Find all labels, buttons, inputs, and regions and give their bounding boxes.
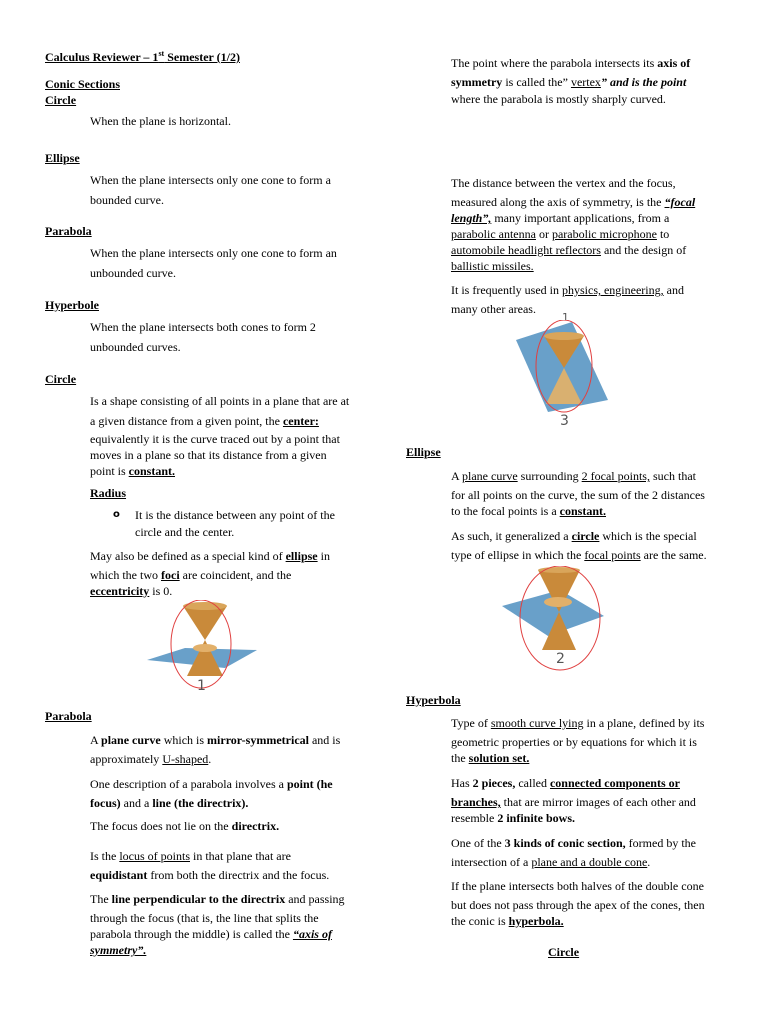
text-run: May also be defined as a special kind of <box>90 549 286 563</box>
solution-set-term: solution set. <box>468 751 530 765</box>
circle-heading: Circle <box>45 93 77 107</box>
constant-term: constant. <box>128 464 176 478</box>
focal-length-definition <box>451 173 695 274</box>
text-run: and the design of <box>600 243 687 257</box>
text-run: surrounding <box>517 469 582 483</box>
equidistant-term: equidistant <box>90 868 148 882</box>
text-run: . <box>208 752 212 766</box>
pieces-term: 2 pieces, <box>472 776 516 790</box>
text-run: ” and is the point <box>600 75 687 89</box>
text-run: One description of a parabola involves a <box>90 777 287 791</box>
hyperbola-definition <box>451 713 704 766</box>
circle-definition <box>90 391 370 479</box>
locus-term: locus of points <box>119 849 190 863</box>
hyperbola-conic-kind <box>451 833 696 870</box>
text-run: in <box>317 549 330 563</box>
text-run: One of the <box>451 836 505 850</box>
text-run: which is <box>160 733 208 747</box>
parabola-locus <box>90 846 329 883</box>
text-run: A <box>451 469 463 483</box>
text-run: and is <box>308 733 341 747</box>
text-run: such that <box>649 469 696 483</box>
figure-3-number: 3 <box>560 413 569 429</box>
line-term: line (the directrix). <box>152 796 249 810</box>
vertex-definition <box>451 53 690 107</box>
text-run: called <box>515 776 550 790</box>
parabola-heading: Parabola <box>45 224 92 238</box>
text-run: is called the” <box>502 75 571 89</box>
ellipse-section-heading: Ellipse <box>406 445 441 459</box>
perpendicular-term: line perpendicular to the directrix <box>111 892 286 906</box>
focal-term: “focal <box>664 195 696 209</box>
plane-curve-term: plane curve <box>101 733 161 747</box>
constant-term: constant. <box>559 504 606 518</box>
title-sup: st <box>158 49 165 58</box>
text-run: Type of <box>451 716 491 730</box>
text-line: geometric properties or by equations for which it is <box>451 735 697 749</box>
text-line: When the plane intersects only one cone to form an <box>90 246 337 260</box>
center-term: center: <box>282 414 319 428</box>
text-run: Has <box>451 776 473 790</box>
text-line: unbounded curve. <box>90 266 176 280</box>
text-line: When the plane intersects only one cone to form a <box>90 173 331 187</box>
figure-top-number: 1 <box>562 312 569 320</box>
intersection-circle <box>193 644 217 652</box>
ellipse-definition <box>451 466 705 519</box>
text-line: through the focus (that is, the line that splits the <box>90 911 319 925</box>
text-run: intersection of a <box>451 855 532 869</box>
text-run: The focus does not lie on the <box>90 819 232 833</box>
smooth-curve-link: smooth curve lying <box>490 716 584 730</box>
sub-bullet-icon: o <box>113 509 120 520</box>
double-cone-link: plane and a double cone <box>531 855 648 869</box>
text-run: Is the <box>90 849 120 863</box>
text-run: formed by the <box>625 836 696 850</box>
text-line: It is the distance between any point of the <box>135 508 335 522</box>
title-rest: Semester (1/2) <box>164 50 240 64</box>
text-run: which the two <box>90 568 161 582</box>
text-run: from both the directrix and the focus. <box>147 868 330 882</box>
eccentricity-term: eccentricity <box>90 584 150 598</box>
page-title <box>45 46 240 65</box>
text-run: resemble <box>451 811 498 825</box>
directrix-term: directrix. <box>231 819 280 833</box>
text-run: in a plane, defined by its <box>583 716 705 730</box>
hyperbola-pieces <box>451 773 696 826</box>
vertex-term: vertex <box>570 75 601 89</box>
upper-cone-rim <box>544 332 584 340</box>
plane-curve-link: plane curve <box>462 469 518 483</box>
text-run: a given distance from a given point, the <box>90 414 283 428</box>
circle-bullet-1: When the plane is horizontal. <box>90 114 231 128</box>
headlight-reflectors-link: automobile headlight reflectors <box>451 243 601 257</box>
focal-points-link: focal points <box>584 548 641 562</box>
focal-points-link: 2 focal points, <box>581 469 650 483</box>
text-run: or <box>535 227 552 241</box>
parabolic-microphone-link: parabolic microphone <box>551 227 657 241</box>
parabolic-antenna-link: parabolic antenna <box>451 227 536 241</box>
foci-term: foci <box>161 568 180 582</box>
parabola-focus-note <box>90 818 279 834</box>
length-term: length”, <box>451 211 492 225</box>
ellipse-term: ellipse <box>285 549 318 563</box>
text-run: As such, it generalized a <box>451 529 572 543</box>
text-run: to <box>656 227 670 241</box>
circle-special-ellipse <box>90 546 330 599</box>
ellipse-heading: Ellipse <box>45 151 80 165</box>
ellipse-circle-note <box>451 526 707 563</box>
text-line: Is a shape consisting of all points in a plane that are at <box>90 394 350 408</box>
text-run: The point where the parabola intersects its <box>451 56 658 70</box>
text-run: The <box>90 892 112 906</box>
radius-label: Radius <box>90 486 127 500</box>
text-run: point is <box>90 464 129 478</box>
parabola-conic-figure <box>512 320 612 415</box>
circle-term: circle <box>571 529 600 543</box>
title-main: Calculus Reviewer – 1 <box>45 50 159 64</box>
mirror-symmetrical-term: mirror-symmetrical <box>207 733 309 747</box>
text-line: but does not pass through the apex of the cones, then <box>451 898 705 912</box>
text-run: which is the special <box>599 529 697 543</box>
point-term: point (he <box>286 777 333 791</box>
text-line: for all points on the curve, the sum of the 2 distances <box>451 488 705 502</box>
text-run: many important applications, from a <box>491 211 670 225</box>
physics-engineering-link: physics, engineering, <box>561 283 664 297</box>
axis-term: axis of <box>657 56 691 70</box>
text-run: the <box>451 751 469 765</box>
text-line: If the plane intersects both halves of the double cone <box>451 879 704 893</box>
hyperbola-term: hyperbola. <box>508 914 564 928</box>
text-run: parabola through the middle) is called the <box>90 927 293 941</box>
text-line: where the parabola is mostly sharply curved. <box>451 92 666 106</box>
focus-term: focus) <box>90 796 121 810</box>
parabola-axis <box>90 889 345 958</box>
parabola-bullet-1 <box>90 243 337 283</box>
circle-section-heading: Circle <box>45 372 77 386</box>
ellipse-bullet-1 <box>90 170 331 210</box>
parabola-section-heading: Parabola <box>45 709 92 723</box>
branches-term: branches, <box>451 795 501 809</box>
text-run: and passing <box>285 892 345 906</box>
text-run: A <box>90 733 102 747</box>
text-line: bounded curve. <box>90 193 164 207</box>
intersection-ellipse <box>544 597 572 607</box>
circle-footer-heading: Circle <box>548 945 580 959</box>
text-line: circle and the center. <box>135 525 235 539</box>
infinite-bows-term: 2 infinite bows. <box>497 811 575 825</box>
text-line: unbounded curves. <box>90 340 181 354</box>
text-run: . <box>647 855 651 869</box>
text-run: that are mirror images of each other and <box>500 795 696 809</box>
text-run: and <box>663 283 684 297</box>
text-run: in that plane that are <box>190 849 291 863</box>
axis-of-term: “axis of <box>292 927 332 941</box>
hyperbola-section-heading: Hyperbola <box>406 693 461 707</box>
u-shaped-term: U-shaped <box>162 752 209 766</box>
three-kinds-term: 3 kinds of conic section, <box>504 836 626 850</box>
text-run: approximately <box>90 752 163 766</box>
figure-1-number: 1 <box>197 678 206 694</box>
text-line: The distance between the vertex and the focus, <box>451 176 676 190</box>
text-run: to the focal points is a <box>451 504 560 518</box>
figure-2-number: 2 <box>556 651 565 667</box>
text-run: measured along the axis of symmetry, is the <box>451 195 665 209</box>
text-run: It is frequently used in <box>451 283 562 297</box>
ballistic-missiles-link: ballistic missiles. <box>451 259 534 273</box>
hyperbola-plane-note <box>451 876 705 929</box>
text-line: When the plane intersects both cones to form 2 <box>90 320 316 334</box>
components-term: connected components or <box>549 776 680 790</box>
text-run: and a <box>120 796 153 810</box>
parabola-definition <box>90 730 340 767</box>
hyperbole-heading: Hyperbole <box>45 298 99 312</box>
hyperbole-bullet-1 <box>90 317 316 357</box>
text-run: the conic is <box>451 914 509 928</box>
conic-sections-heading: Conic Sections <box>45 77 120 91</box>
text-run: is 0. <box>149 584 173 598</box>
symmetry-term: symmetry”. <box>90 943 147 957</box>
symmetry-bold: symmetry <box>451 75 503 89</box>
text-line: moves in a plane so that its distance from a given <box>90 448 327 462</box>
parabola-focus-directrix <box>90 774 333 811</box>
text-run: are coincident, and the <box>179 568 292 582</box>
text-line: many other areas. <box>451 302 536 316</box>
text-run: type of ellipse in which the <box>451 548 585 562</box>
ellipse-conic-figure <box>500 566 608 678</box>
text-line: equivalently it is the curve traced out by a point that <box>90 432 340 446</box>
radius-definition <box>135 506 335 540</box>
text-run: are the same. <box>640 548 707 562</box>
